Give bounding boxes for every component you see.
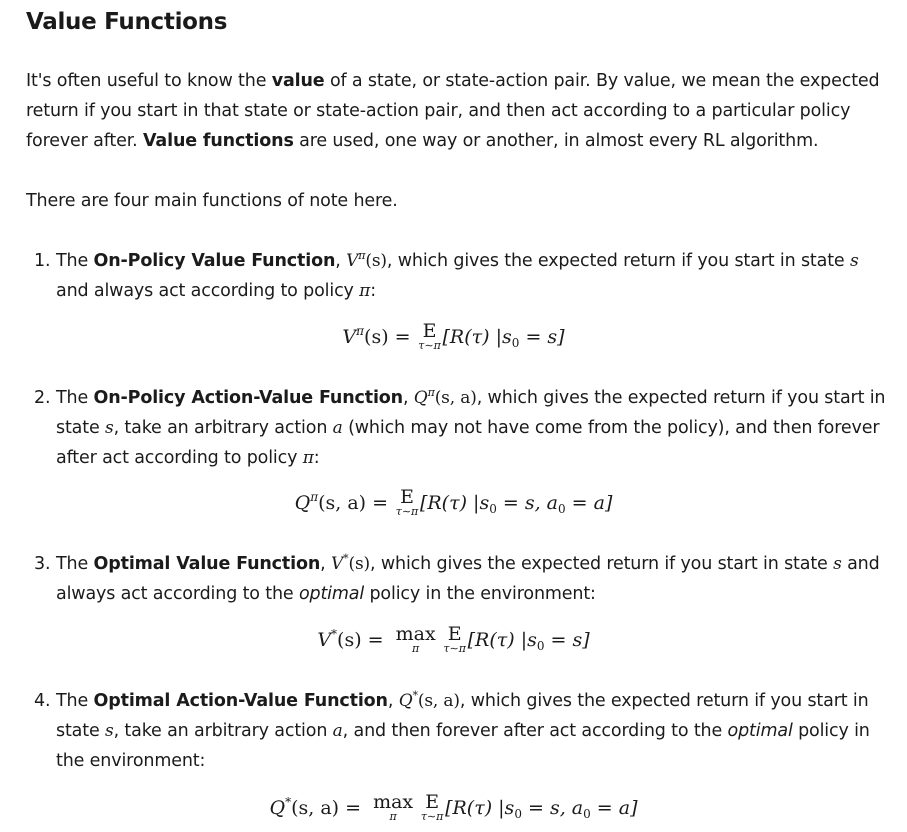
eq-args: (s, a) = bbox=[318, 492, 389, 514]
eq-sup: * bbox=[285, 795, 292, 809]
eq-args: (s, a) = bbox=[291, 797, 362, 819]
text: and always act according to policy bbox=[56, 281, 360, 301]
eq-sub: 0 bbox=[511, 336, 520, 350]
text: The bbox=[56, 388, 94, 408]
eq-rhs-mid: = s, a bbox=[496, 492, 558, 514]
math-var: π bbox=[302, 448, 314, 468]
expectation-operator bbox=[395, 484, 419, 518]
intro-bold-value: value bbox=[271, 71, 325, 91]
intro-paragraph bbox=[26, 66, 886, 156]
op-sub: τ∼π bbox=[420, 810, 444, 823]
list-item-on-policy-action-value bbox=[34, 383, 889, 473]
eq-sub: 0 bbox=[583, 807, 591, 821]
list-item-on-policy-value bbox=[34, 246, 889, 306]
function-name: Optimal Value Function bbox=[93, 554, 321, 574]
equation-optimal-action-value bbox=[0, 789, 907, 827]
math-symbol: Q bbox=[398, 691, 413, 711]
op-sub: τ∼π bbox=[395, 505, 419, 518]
math-symbol: V bbox=[346, 251, 359, 271]
text: , which gives the expected return if you start in state bbox=[370, 554, 834, 574]
eq-lhs: V bbox=[317, 629, 332, 651]
math-var: a bbox=[332, 721, 343, 741]
text: and always act according to the bbox=[56, 554, 880, 604]
math-args: (s, a) bbox=[417, 691, 460, 711]
emphasis: optimal bbox=[727, 721, 793, 741]
eq-sup: * bbox=[331, 627, 338, 641]
text: , and then forever after act according to the bbox=[342, 721, 728, 741]
math-var: s bbox=[105, 418, 114, 438]
op-sub: π bbox=[412, 642, 420, 655]
intro-text-1: It's often useful to know the bbox=[26, 71, 272, 91]
expectation-operator bbox=[443, 621, 466, 655]
math-superscript: π bbox=[427, 386, 435, 399]
text: policy in the environment: bbox=[364, 584, 596, 604]
eq-rhs-end: = s] bbox=[519, 326, 565, 348]
list-item-text bbox=[56, 686, 889, 776]
math-args: (s, a) bbox=[434, 388, 477, 408]
eq-sub: 0 bbox=[489, 502, 497, 516]
text: : bbox=[313, 448, 320, 468]
function-name: Optimal Action-Value Function bbox=[93, 691, 388, 711]
text: policy in the environment: bbox=[56, 721, 870, 771]
op-name: E bbox=[447, 623, 462, 645]
text: The bbox=[56, 251, 94, 271]
math-args: (s) bbox=[365, 251, 387, 271]
math-symbol: Q bbox=[413, 388, 428, 408]
eq-lhs: V bbox=[342, 326, 357, 348]
list-number: 4. bbox=[34, 691, 51, 711]
text: : bbox=[370, 281, 376, 301]
math-superscript: π bbox=[358, 249, 366, 262]
list-item-text bbox=[56, 549, 889, 609]
equation-on-policy-action-value bbox=[0, 484, 907, 522]
text: , which gives the expected return if you start in state bbox=[56, 388, 886, 438]
function-name: On-Policy Action-Value Function bbox=[93, 388, 403, 408]
list-item-optimal-value bbox=[34, 549, 889, 609]
op-sub: π bbox=[389, 810, 397, 823]
math-var: a bbox=[332, 418, 343, 438]
eq-rhs-mid: = s, a bbox=[521, 797, 584, 819]
emphasis: optimal bbox=[298, 584, 365, 604]
math-symbol: V bbox=[330, 554, 344, 574]
eq-sup: π bbox=[356, 324, 365, 338]
text: , bbox=[320, 554, 331, 574]
eq-sub: 0 bbox=[558, 502, 566, 516]
op-name: E bbox=[400, 486, 414, 508]
max-operator bbox=[373, 789, 414, 823]
eq-sup: π bbox=[310, 490, 319, 504]
list-number: 1. bbox=[34, 251, 51, 271]
math-var: s bbox=[833, 554, 842, 574]
eq-lhs: Q bbox=[269, 797, 286, 819]
note-paragraph: There are four main functions of note here. bbox=[26, 191, 398, 211]
eq-sub: 0 bbox=[536, 639, 545, 653]
equation-optimal-value bbox=[0, 621, 907, 659]
list-number: 2. bbox=[34, 388, 51, 408]
op-name: E bbox=[425, 791, 440, 813]
list-item-text bbox=[56, 246, 889, 306]
eq-rhs: [R(τ) |s bbox=[467, 629, 537, 651]
eq-rhs-end: = s] bbox=[544, 629, 590, 651]
eq-sub: 0 bbox=[514, 807, 522, 821]
eq-rhs-end: = a] bbox=[590, 797, 638, 819]
eq-rhs-end: = a] bbox=[565, 492, 613, 514]
math-args: (s) bbox=[348, 554, 371, 574]
eq-args: (s) = bbox=[364, 326, 411, 348]
eq-rhs: [R(τ) |s bbox=[442, 326, 512, 348]
text: The bbox=[56, 554, 94, 574]
op-sub: τ∼π bbox=[443, 642, 466, 655]
text: , bbox=[387, 691, 399, 711]
intro-text-2: of a state, or state-action pair. By value, we mean the expected return if you start in that state or state-action pair, and then act according to a particular policy forever after. bbox=[26, 71, 880, 151]
expectation-operator bbox=[418, 318, 441, 352]
text: , bbox=[402, 388, 414, 408]
text: , which gives the expected return if you start in state bbox=[386, 251, 850, 271]
math-var: s bbox=[105, 721, 114, 741]
eq-lhs: Q bbox=[294, 492, 311, 514]
text: , take an arbitrary action bbox=[113, 418, 333, 438]
op-sub: τ∼π bbox=[418, 339, 441, 352]
intro-text-3: are used, one way or another, in almost every RL algorithm. bbox=[293, 131, 819, 151]
text: , take an arbitrary action bbox=[113, 721, 333, 741]
eq-rhs: [R(τ) |s bbox=[445, 797, 515, 819]
math-superscript: * bbox=[412, 689, 418, 702]
function-name: On-Policy Value Function bbox=[93, 251, 336, 271]
expectation-operator bbox=[420, 789, 444, 823]
list-number: 3. bbox=[34, 554, 51, 574]
text: , which gives the expected return if you start in state bbox=[56, 691, 869, 741]
math-superscript: * bbox=[343, 552, 349, 565]
max-operator bbox=[395, 621, 436, 655]
eq-args: (s) = bbox=[337, 629, 384, 651]
op-name: E bbox=[422, 320, 437, 342]
list-item-optimal-action-value bbox=[34, 686, 889, 776]
text: , bbox=[335, 251, 347, 271]
intro-bold-value-functions: Value functions bbox=[143, 131, 294, 151]
eq-rhs: [R(τ) |s bbox=[419, 492, 490, 514]
equation-on-policy-value bbox=[0, 318, 907, 356]
text: (which may not have come from the policy), and then forever after act according to policy bbox=[56, 418, 880, 468]
section-title: Value Functions bbox=[26, 9, 228, 35]
list-item-text bbox=[56, 383, 889, 473]
text: The bbox=[56, 691, 94, 711]
math-var: s bbox=[849, 251, 859, 271]
math-var: π bbox=[359, 281, 371, 301]
op-name: max bbox=[395, 623, 436, 645]
op-name: max bbox=[373, 791, 414, 813]
